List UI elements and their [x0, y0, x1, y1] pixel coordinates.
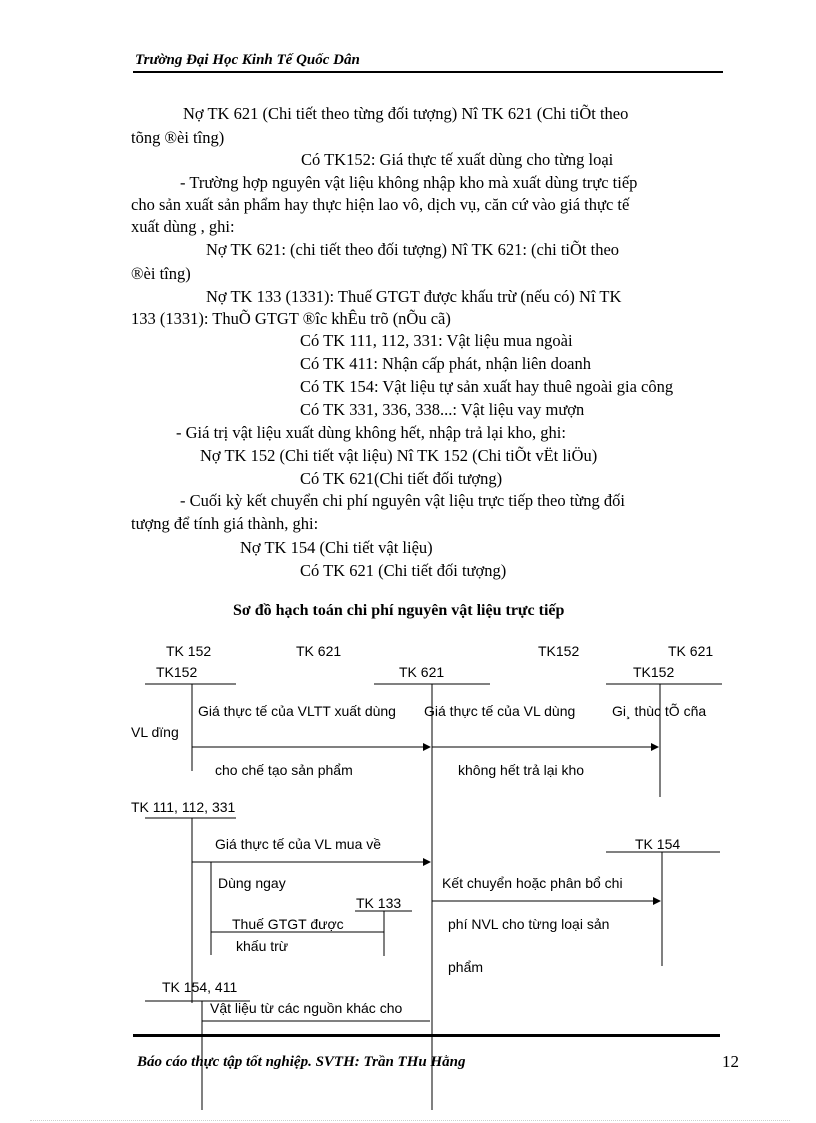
label-cost-of: Gi¸ thùc tÕ cña: [612, 703, 707, 719]
body-line: Có TK 111, 112, 331: Vật liệu mua ngoài: [300, 331, 573, 350]
label-not-used-returned: không hết trả lại kho: [458, 762, 585, 778]
body-line: tõng ®èi tîng): [131, 128, 225, 147]
body-line: Nợ TK 621: (chi tiết theo đối tượng) Nî TK 621: (chi tiÕt theo: [206, 240, 620, 259]
body-line: Nợ TK 133 (1331): Thuế GTGT được khấu trừ (nếu có) Nî TK: [206, 287, 622, 306]
label-unused-return: Giá thực tế của VL dùng: [424, 703, 576, 719]
footer-rule: [133, 1034, 720, 1037]
label-product: phẩm: [448, 959, 484, 975]
body-line: Nợ TK 152 (Chi tiết vật liệu) Nî TK 152 (Chi tiÕt vËt liÖu): [200, 446, 598, 465]
label-tk152-left: TK152: [156, 664, 198, 680]
label-for-production: cho chế tạo sản phẩm: [215, 762, 353, 778]
body-line: Có TK 331, 336, 338...: Vật liệu vay mượn: [300, 400, 585, 419]
body-line: - Giá trị vật liệu xuất dùng không hết, nhập trả lại kho, ghi:: [176, 423, 566, 442]
label-used-immediately: Dùng ngay: [218, 875, 286, 891]
header-title: Trường Đại Học Kinh Tế Quốc Dân: [135, 52, 360, 68]
label-tk621-right: TK 621: [668, 643, 714, 659]
body-line: xuất dùng , ghi:: [131, 217, 235, 236]
body-line: Có TK 621(Chi tiết đối tượng): [300, 469, 503, 488]
diagram-title: Sơ đồ hạch toán chi phí nguyên vật liệu trực tiếp: [233, 602, 565, 619]
label-vat-deductible: Thuế GTGT được: [232, 916, 344, 932]
label-tk154-right: TK 154: [635, 836, 681, 852]
label-vltt-issue: Giá thực tế của VLTT xuất dùng: [198, 703, 396, 719]
footer-text: Báo cáo thực tập tốt nghiệp. SVTH: Trần THu Hằng: [137, 1054, 466, 1070]
label-deducted: khấu trừ: [236, 938, 289, 954]
body-line: Có TK152: Giá thực tế xuất dùng cho từng loại: [301, 150, 614, 169]
label-tk133: TK 133: [356, 895, 402, 911]
body-line: - Trường hợp nguyên vật liệu không nhập kho mà xuất dùng trực tiếp: [180, 173, 638, 192]
label-tk111: TK 111, 112, 331: [131, 799, 236, 815]
label-tk152-top: TK 152: [166, 643, 212, 659]
page-number: 12: [722, 1052, 739, 1071]
label-tk621-top: TK 621: [296, 643, 342, 659]
body-line: Có TK 621 (Chi tiết đối tượng): [300, 561, 507, 580]
bottom-dotted-line: [30, 1120, 790, 1121]
body-line: Có TK 154: Vật liệu tự sản xuất hay thuê ngoài gia công: [300, 377, 674, 396]
body-line: Nợ TK 154 (Chi tiết vật liệu): [240, 538, 433, 557]
label-transfer-allocate: Kết chuyển hoặc phân bổ chi: [442, 875, 623, 891]
body-line: Có TK 411: Nhận cấp phát, nhận liên doanh: [300, 354, 591, 373]
label-purchased-cost: Giá thực tế của VL mua về: [215, 836, 382, 852]
label-tk152-mid: TK152: [538, 643, 580, 659]
label-vl-used: VL dïng: [131, 724, 179, 740]
label-nvl-cost-per-product: phí NVL cho từng loại sản: [448, 916, 610, 932]
body-line: - Cuối kỳ kết chuyển chi phí nguyên vật liệu trực tiếp theo từng đối: [180, 491, 625, 510]
label-tk152-right: TK152: [633, 664, 675, 680]
body-line: tượng để tính giá thành, ghi:: [131, 514, 319, 533]
body-line: cho sản xuất sản phẩm hay thực hiện lao vô, dịch vụ, căn cứ vào giá thực tế: [131, 195, 630, 214]
label-other-sources: Vật liệu từ các nguồn khác cho: [210, 1000, 403, 1016]
label-tk621-center: TK 621: [399, 664, 445, 680]
body-line: Nợ TK 621 (Chi tiết theo từng đối tượng) Nî TK 621 (Chi tiÕt theo: [183, 104, 629, 123]
body-line: 133 (1331): ThuÕ GTGT ®îc khÊu trõ (nÕu cã): [131, 309, 451, 328]
label-tk154-411: TK 154, 411: [162, 979, 238, 995]
body-line: ®èi tîng): [131, 264, 191, 283]
